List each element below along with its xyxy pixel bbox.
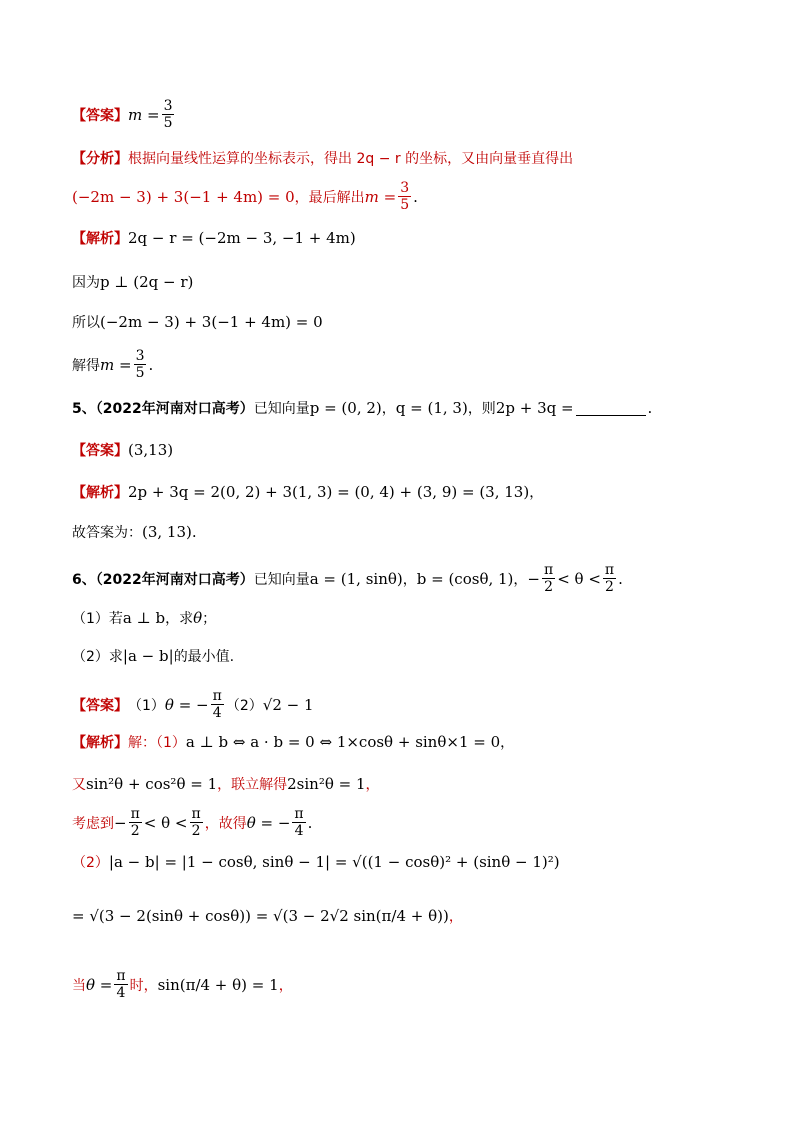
fraction-numerator: 3 <box>163 98 173 114</box>
fraction <box>398 180 411 213</box>
question-6-part-2 <box>72 646 234 666</box>
period: . <box>413 187 418 206</box>
solution-equation: 2p + 3q = 2(0, 2) + 3(1, 3) = (0, 4) + (3, 9) = (3, 13) <box>128 483 530 501</box>
answer-tag: 【答案】 <box>72 443 128 459</box>
solution-line-2 <box>72 272 193 292</box>
solution-text: 考虑到 <box>72 815 114 832</box>
period: . <box>191 523 197 541</box>
solution-line-11 <box>72 906 463 926</box>
separator: ， <box>513 571 528 588</box>
inequality: < θ < <box>143 813 188 832</box>
fraction-denominator: 4 <box>116 985 126 1001</box>
question-text-2: 的最小值. <box>173 649 235 665</box>
fraction-denominator: 2 <box>544 579 554 595</box>
answer-math: (3,13) <box>128 441 174 459</box>
solution-line-9 <box>72 806 312 839</box>
fraction-numerator: 3 <box>135 348 145 364</box>
solution-line-6 <box>72 522 197 542</box>
analysis-line-2 <box>72 180 418 213</box>
question-6 <box>72 562 623 595</box>
answer-blank <box>576 401 646 416</box>
fraction <box>134 348 147 381</box>
fraction-denominator: 2 <box>605 579 614 595</box>
solution-line-8 <box>72 774 380 794</box>
comma: ， <box>365 777 380 793</box>
solution-text-2: ，联立解得 <box>217 777 288 793</box>
solution-text: 故答案为： <box>72 525 142 541</box>
analysis-text-2: ，最后解出 <box>294 189 365 206</box>
fraction-denominator: 2 <box>130 823 140 839</box>
fraction-numerator: π <box>191 806 201 822</box>
theta: θ <box>193 609 203 627</box>
solution-tag: 【解析】 <box>72 231 128 247</box>
fraction-numerator: 3 <box>400 180 410 196</box>
question-number: 6、（2022年河南对口高考） <box>72 571 254 588</box>
comma: ， <box>278 977 293 994</box>
solution-text: 解得 <box>72 357 100 374</box>
solution-tag: 【解析】 <box>72 735 128 751</box>
question-text: （2）求 <box>72 649 123 665</box>
solution-text: 又 <box>72 777 86 793</box>
question-6-part-1 <box>72 608 216 628</box>
solution-equation: |a − b| = |1 − cosθ, sinθ − 1| = √((1 − cosθ)² + (sinθ − 1)²) <box>108 853 560 871</box>
expression: |a − b| <box>122 647 174 665</box>
separator: ， <box>402 571 417 588</box>
fraction-denominator: 2 <box>191 823 201 839</box>
fraction <box>292 806 305 839</box>
separator: ， <box>381 401 396 417</box>
answer-math: m = <box>128 105 160 124</box>
fraction-denominator: 5 <box>135 365 145 381</box>
fraction-numerator: π <box>543 562 554 578</box>
question-text: （1）若 <box>72 611 123 627</box>
fraction-numerator: π <box>212 688 222 704</box>
solution-equation: sin²θ + cos²θ = 1 <box>86 775 218 793</box>
solution-equation: θ = <box>86 975 113 994</box>
question-text-2: ，求 <box>165 611 194 627</box>
vector-b: b = (cosθ, 1) <box>416 569 514 588</box>
solution-equation: (3, 13) <box>142 523 192 541</box>
vector-q: q = (1, 3) <box>395 399 468 417</box>
fraction <box>190 806 203 839</box>
fraction-denominator: 5 <box>400 197 410 213</box>
solution-equation-2: sin(π/4 + θ) = 1 <box>157 975 279 994</box>
fraction-numerator: π <box>116 968 126 984</box>
solution-tag: 【解析】 <box>72 485 128 501</box>
analysis-line-1 <box>72 148 573 168</box>
answer-tag: 【答案】 <box>72 107 128 124</box>
answer-tag: 【答案】 <box>72 697 128 714</box>
expression: 2p + 3q = <box>495 399 574 417</box>
comma: ， <box>529 485 544 501</box>
solution-text-2: 时， <box>129 977 158 994</box>
condition: a ⊥ b <box>122 609 166 627</box>
answer-line-3 <box>72 688 314 721</box>
period: . <box>148 355 154 374</box>
answer-line-1 <box>72 98 176 131</box>
solution-equation: a ⊥ b ⇔ a · b = 0 ⇔ 1×cosθ + sinθ×1 = 0 <box>185 733 501 751</box>
solution-text: 所以 <box>72 315 100 331</box>
period: . <box>647 399 653 417</box>
vector-p: p = (0, 2) <box>309 399 382 417</box>
inequality: < θ < <box>557 569 601 588</box>
solution-line-3 <box>72 312 323 332</box>
fraction <box>603 562 616 595</box>
solution-equation: 2q − r = (−2m − 3, −1 + 4m) <box>128 229 356 247</box>
solution-equation: θ = − <box>246 813 291 832</box>
fraction <box>129 806 142 839</box>
question-5 <box>72 398 652 418</box>
part-label: （2） <box>225 697 263 714</box>
comma: ， <box>448 909 463 925</box>
solution-text: 当 <box>72 977 86 994</box>
analysis-tag: 【分析】 <box>72 151 128 167</box>
solution-text: 因为 <box>72 275 100 291</box>
period: . <box>307 813 313 832</box>
answer-math: θ = − <box>164 695 209 714</box>
solution-line-10 <box>72 852 560 872</box>
fraction-denominator: 5 <box>163 115 173 131</box>
part-label: （2） <box>72 855 109 871</box>
analysis-text: 根据向量线性运算的坐标表示，得出 2q − r 的坐标，又由向量垂直得出 <box>128 151 574 167</box>
fraction-numerator: π <box>294 806 304 822</box>
fraction <box>211 688 224 721</box>
solution-equation: = √(3 − 2(sinθ + cosθ)) = √(3 − 2√2 sin(π/4 + θ)) <box>72 907 449 925</box>
fraction-denominator: 4 <box>212 705 222 721</box>
fraction-numerator: π <box>130 806 140 822</box>
solution-line-1 <box>72 228 356 248</box>
minus-sign: − <box>114 813 127 832</box>
answer-math-2: √2 − 1 <box>262 695 314 714</box>
question-text: 已知向量 <box>253 571 310 588</box>
fraction-denominator: 4 <box>294 823 304 839</box>
semicolon: ； <box>202 611 217 627</box>
fraction <box>542 562 555 595</box>
fraction <box>162 98 175 131</box>
minus-sign: − <box>527 569 540 588</box>
question-text-2: ，则 <box>467 401 496 417</box>
fraction <box>114 968 127 1001</box>
solution-equation: m = <box>100 355 132 374</box>
solution-line-4 <box>72 348 153 381</box>
part-label: （1） <box>128 697 165 714</box>
solution-text: 解：（1） <box>128 735 186 751</box>
question-text: 已知向量 <box>253 401 310 417</box>
comma: ， <box>500 735 515 751</box>
solution-line-5 <box>72 482 543 502</box>
question-number: 5、（2022年河南对口高考） <box>72 401 254 417</box>
solution-equation: p ⊥ (2q − r) <box>100 273 194 291</box>
solution-equation: (−2m − 3) + 3(−1 + 4m) = 0 <box>100 313 323 331</box>
solution-line-7 <box>72 732 514 752</box>
period: . <box>618 569 623 588</box>
vector-a: a = (1, sinθ) <box>309 569 403 588</box>
solution-equation-2: 2sin²θ = 1 <box>287 775 366 793</box>
fraction-numerator: π <box>604 562 615 578</box>
solution-line-12 <box>72 968 293 1001</box>
analysis-equation: (−2m − 3) + 3(−1 + 4m) = 0 <box>72 187 295 206</box>
analysis-result: m = <box>364 187 397 206</box>
answer-line-2 <box>72 440 173 460</box>
solution-text-2: ，故得 <box>204 815 247 832</box>
